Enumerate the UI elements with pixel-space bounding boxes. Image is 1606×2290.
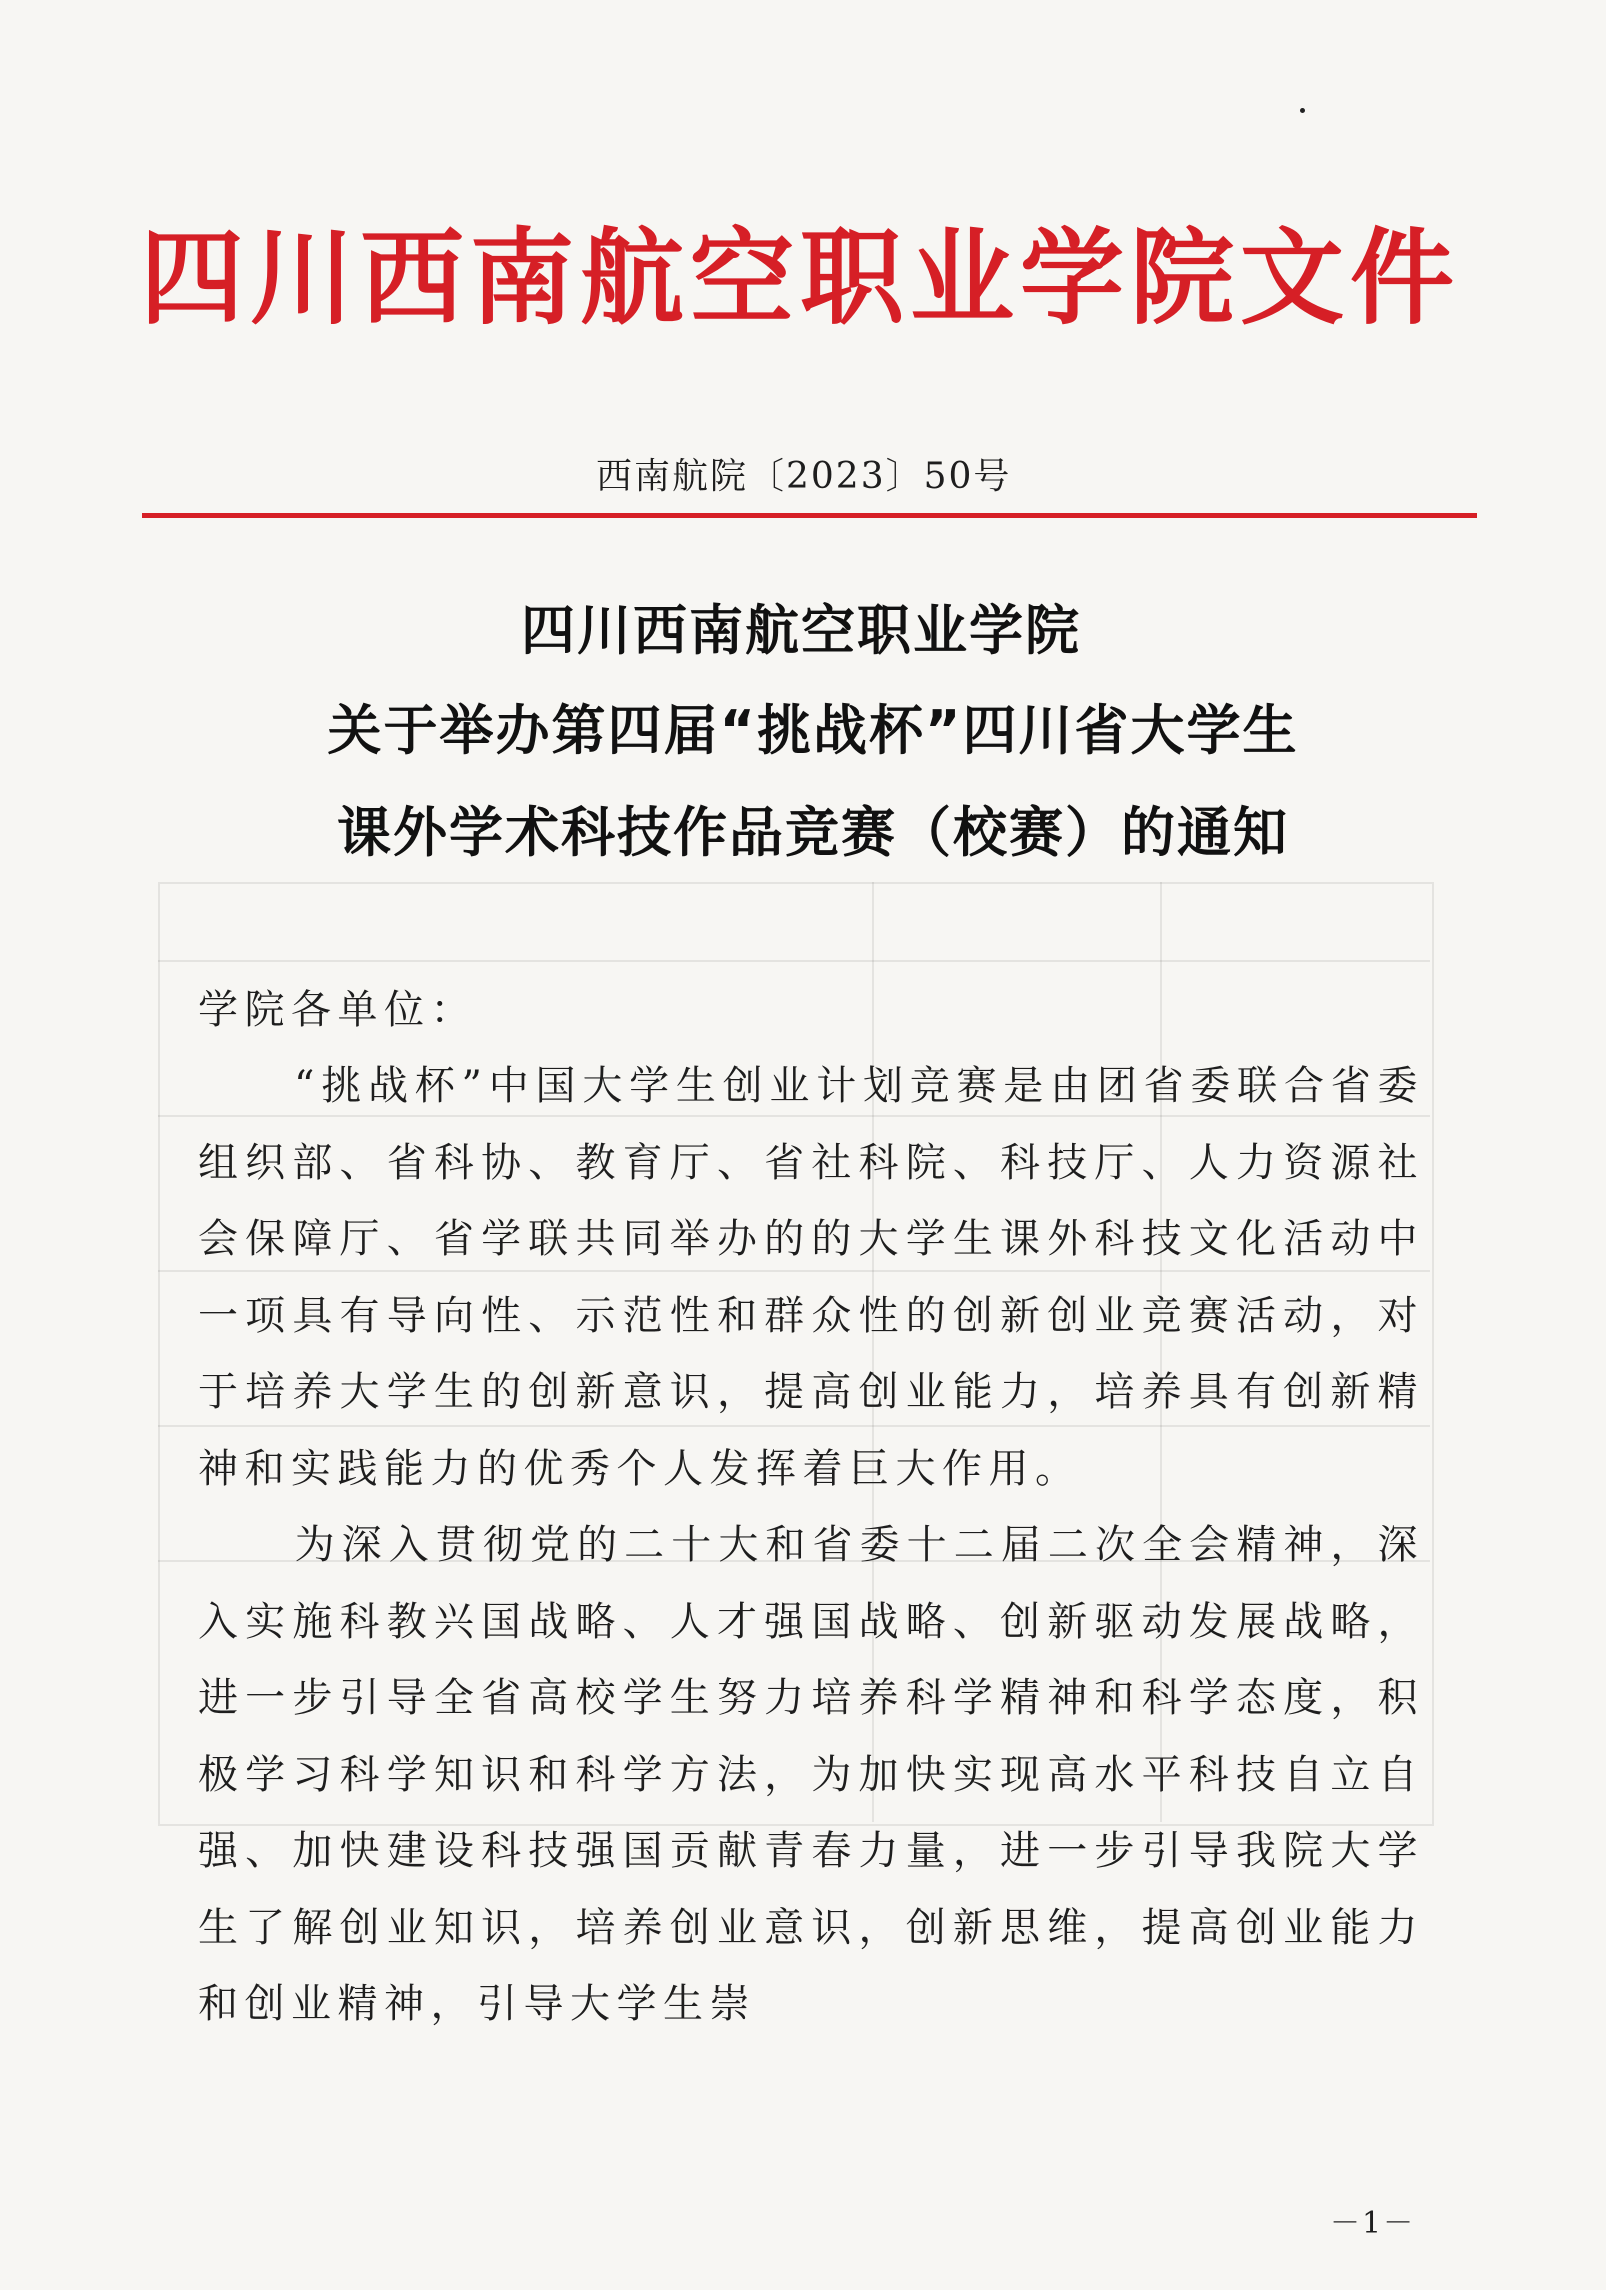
speck-mark — [1300, 108, 1305, 113]
body-paragraph-2 — [198, 1507, 1424, 2043]
notice-title-line-3: 课外学术科技作品竞赛（校赛）的通知 — [337, 801, 1289, 864]
salutation: 学院各单位： — [198, 987, 477, 1033]
document-header-title: 四川西南航空职业学院文件 — [140, 216, 1461, 339]
notice-title-line-2: 关于举办第四届“挑战杯”四川省大学生 — [327, 699, 1299, 762]
body-paragraph-1 — [198, 1048, 1424, 1507]
notice-title-line-1: 四川西南航空职业学院 — [521, 599, 1081, 662]
header-red-rule — [142, 513, 1477, 518]
bleed-table-row-line — [158, 960, 1430, 962]
body-paragraph-1-text: “挑战杯”中国大学生创业计划竞赛是由团省委联合省委组织部、省科协、教育厅、省社科院、科技厅、人力资源社会保障厅、省学联共同举办的的大学生课外科技文化活动中一项具有导向性、示范性和群众性的创新创业竞赛活动，对于培养大学生的创新意识，提高创业能力，培养具有创新精神和实践能力的优秀个人发挥着巨大作用。 — [198, 1063, 1424, 1492]
body-paragraph-2-text: 为深入贯彻党的二十大和省委十二届二次全会精神，深入实施科教兴国战略、人才强国战略、创新驱动发展战略，进一步引导全省高校学生努力培养科学精神和科学态度，积极学习科学知识和科学方法，为加快实现高水平科技自立自强、加快建设科技强国贡献青春力量，进一步引导我院大学生了解创业知识，培养创业意识，创新思维，提高创业能力和创业精神，引导大学生崇 — [198, 1522, 1424, 2027]
document-number: 西南航院〔2023〕50号 — [596, 456, 1012, 497]
page-number: －1－ — [1330, 2206, 1416, 2241]
